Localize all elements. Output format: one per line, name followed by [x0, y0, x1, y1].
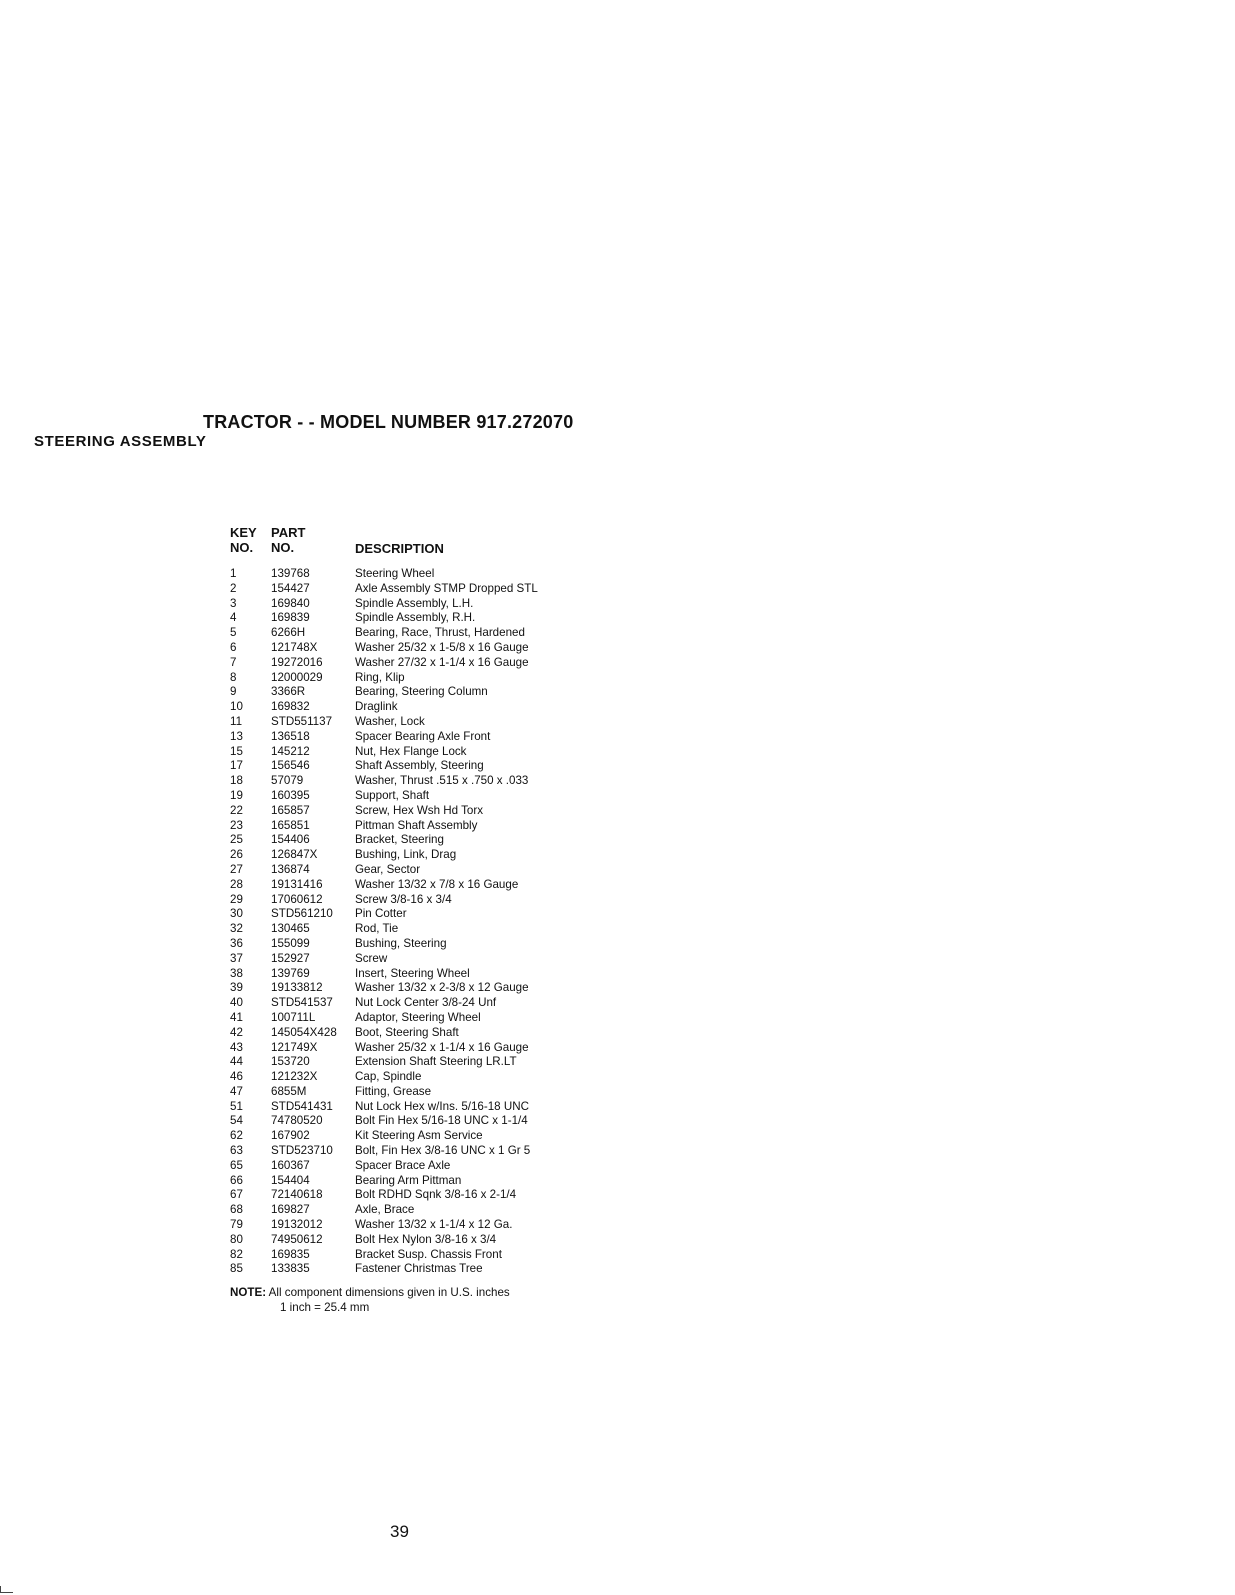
description-cell: Bushing, Steering [355, 936, 447, 950]
part-number-cell: STD561210 [271, 907, 333, 921]
description-cell: Support, Shaft [355, 788, 430, 802]
part-number-cell: 169835 [271, 1247, 310, 1261]
part-number-cell: 145212 [271, 744, 310, 758]
description-cell: Washer 13/32 x 1-1/4 x 12 Ga. [355, 1218, 513, 1232]
part-number-cell: 57079 [271, 774, 304, 788]
part-number-cell: 139768 [271, 567, 310, 580]
key-cell: 13 [230, 729, 243, 743]
description-cell: Washer 13/32 x 2-3/8 x 12 Gauge [355, 981, 529, 995]
description-cell: Bolt, Fin Hex 3/8-16 UNC x 1 Gr 5 [355, 1144, 531, 1158]
key-cell: 22 [230, 803, 243, 817]
note-text: All component dimensions given in U.S. inches [268, 1286, 510, 1299]
part-number-cell: 167902 [271, 1129, 310, 1143]
description-cell: Cap, Spindle [355, 1070, 422, 1084]
description-cell: Axle, Brace [355, 1203, 415, 1217]
part-number-cell: 19131416 [271, 877, 323, 891]
key-cell: 82 [230, 1247, 243, 1261]
description-cell: Rod, Tie [355, 922, 399, 936]
key-cell: 29 [230, 892, 243, 906]
description-cell: Spacer Brace Axle [355, 1158, 451, 1172]
key-cell: 51 [230, 1099, 243, 1113]
part-number-cell: 153720 [271, 1055, 310, 1069]
description-cell: Bearing Arm Pittman [355, 1173, 462, 1187]
key-cell: 2 [230, 581, 237, 595]
part-number-cell: 160395 [271, 788, 310, 802]
description-cell: Gear, Sector [355, 862, 421, 876]
key-cell: 54 [230, 1114, 243, 1128]
part-number-cell: 169840 [271, 596, 310, 610]
description-cell: Axle Assembly STMP Dropped STL [355, 581, 538, 595]
part-number-cell: 121748X [271, 640, 318, 654]
description-cell: Washer 13/32 x 7/8 x 16 Gauge [355, 877, 519, 891]
part-number-cell: 6266H [271, 626, 306, 640]
key-cell: 25 [230, 833, 243, 847]
part-number-cell: 156546 [271, 759, 310, 773]
part-number-cell: 74950612 [271, 1232, 323, 1246]
key-cell: 17 [230, 759, 243, 773]
key-cell: 42 [230, 1025, 243, 1039]
key-cell: 8 [230, 670, 237, 684]
part-number-cell: 133835 [271, 1262, 310, 1276]
part-number-cell: 160367 [271, 1158, 310, 1172]
part-number-cell: 169839 [271, 611, 310, 625]
key-cell: 32 [230, 922, 243, 936]
key-cell: 23 [230, 818, 243, 832]
description-cell: Spindle Assembly, R.H. [355, 611, 476, 625]
key-cell: 11 [230, 714, 243, 728]
key-cell: 66 [230, 1173, 243, 1187]
part-header-bottom: NO. [271, 540, 295, 555]
part-number-cell: 12000029 [271, 670, 323, 684]
key-cell: 67 [230, 1188, 243, 1202]
description-cell: Nut, Hex Flange Lock [355, 744, 467, 758]
part-number-cell: 155099 [271, 936, 310, 950]
key-cell: 62 [230, 1129, 243, 1143]
key-cell: 47 [230, 1084, 243, 1098]
description-cell: Insert, Steering Wheel [355, 966, 470, 980]
description-cell: Bearing, Steering Column [355, 685, 488, 699]
key-cell: 19 [230, 788, 243, 802]
key-cell: 39 [230, 981, 243, 995]
part-number-cell: 169827 [271, 1203, 310, 1217]
part-number-cell: 19272016 [271, 655, 323, 669]
part-number-cell: 100711L [271, 1010, 316, 1024]
key-cell: 65 [230, 1158, 243, 1172]
key-cell: 37 [230, 951, 243, 965]
description-cell: Screw 3/8-16 x 3/4 [355, 892, 452, 906]
description-cell: Spacer Bearing Axle Front [355, 729, 491, 743]
description-cell: Fitting, Grease [355, 1084, 432, 1098]
part-number-cell: 17060612 [271, 892, 323, 906]
part-number-cell: 72140618 [271, 1188, 323, 1202]
description-cell: Extension Shaft Steering LR.LT [355, 1055, 517, 1069]
part-number-cell: 136518 [271, 729, 310, 743]
key-header-bottom: NO. [230, 540, 254, 555]
description-cell: Screw, Hex Wsh Hd Torx [355, 803, 483, 817]
key-cell: 36 [230, 936, 243, 950]
page-number: 39 [390, 1522, 409, 1541]
note [230, 1286, 510, 1301]
key-cell: 80 [230, 1232, 243, 1246]
description-cell: Draglink [355, 700, 398, 714]
description-cell: Bushing, Link, Drag [355, 848, 457, 862]
description-cell: Pittman Shaft Assembly [355, 818, 478, 832]
key-cell: 10 [230, 700, 243, 714]
part-number-cell: 6855M [271, 1084, 307, 1098]
description-cell: Adaptor, Steering Wheel [355, 1010, 481, 1024]
note-conversion: 1 inch = 25.4 mm [280, 1301, 370, 1314]
part-number-cell: 19132012 [271, 1218, 323, 1232]
part-number-cell: 169832 [271, 700, 310, 714]
description-cell: Washer, Lock [355, 714, 425, 728]
key-cell: 1 [230, 567, 237, 580]
key-cell: 15 [230, 744, 243, 758]
description-cell: Screw [355, 951, 388, 965]
key-cell: 44 [230, 1055, 243, 1069]
part-number-cell: 154406 [271, 833, 310, 847]
part-number-cell: 154404 [271, 1173, 310, 1187]
part-number-cell: 3366R [271, 685, 306, 699]
description-cell: Bracket Susp. Chassis Front [355, 1247, 502, 1261]
part-number-cell: 19133812 [271, 981, 323, 995]
key-cell: 5 [230, 626, 237, 640]
description-cell: Washer, Thrust .515 x .750 x .033 [355, 774, 529, 788]
part-number-cell: 165857 [271, 803, 310, 817]
key-cell: 28 [230, 877, 243, 891]
key-cell: 79 [230, 1218, 243, 1232]
key-header-top: KEY [230, 525, 257, 540]
description-cell: Washer 25/32 x 1-1/4 x 16 Gauge [355, 1040, 529, 1054]
part-number-cell: 139769 [271, 966, 310, 980]
description-cell: Fastener Christmas Tree [355, 1262, 483, 1276]
key-cell: 3 [230, 596, 237, 610]
page-title: TRACTOR - - MODEL NUMBER 917.272070 [203, 412, 574, 432]
part-number-cell: 121749X [271, 1040, 318, 1054]
key-cell: 30 [230, 907, 243, 921]
description-header: DESCRIPTION [355, 541, 444, 556]
key-cell: 27 [230, 862, 243, 876]
description-cell: Kit Steering Asm Service [355, 1129, 483, 1143]
description-cell: Washer 25/32 x 1-5/8 x 16 Gauge [355, 640, 529, 654]
part-number-cell: 165851 [271, 818, 310, 832]
part-number-cell: STD541431 [271, 1099, 333, 1113]
part-number-cell: 136874 [271, 862, 310, 876]
description-cell: Bearing, Race, Thrust, Hardened [355, 626, 525, 640]
key-cell: 41 [230, 1010, 243, 1024]
description-cell: Boot, Steering Shaft [355, 1025, 459, 1039]
section-heading: STEERING ASSEMBLY [34, 433, 207, 450]
part-number-cell: STD551137 [271, 714, 333, 728]
description-cell: Bolt Fin Hex 5/16-18 UNC x 1-1/4 [355, 1114, 528, 1128]
key-cell: 63 [230, 1144, 243, 1158]
description-cell: Ring, Klip [355, 670, 405, 684]
description-cell: Shaft Assembly, Steering [355, 759, 484, 773]
scan-corner-mark [0, 1586, 13, 1593]
part-number-cell: 126847X [271, 848, 318, 862]
description-cell: Nut Lock Center 3/8-24 Unf [355, 996, 497, 1010]
key-cell: 40 [230, 996, 243, 1010]
key-cell: 7 [230, 655, 237, 669]
description-cell: Steering Wheel [355, 567, 435, 580]
part-number-cell: 121232X [271, 1070, 318, 1084]
key-cell: 18 [230, 774, 243, 788]
description-cell: Nut Lock Hex w/Ins. 5/16-18 UNC [355, 1099, 529, 1113]
part-number-cell: 74780520 [271, 1114, 323, 1128]
key-cell: 6 [230, 640, 237, 654]
description-cell: Pin Cotter [355, 907, 407, 921]
note-label: NOTE: [230, 1286, 267, 1299]
part-number-cell: 152927 [271, 951, 310, 965]
key-cell: 4 [230, 611, 237, 625]
part-number-cell: 154427 [271, 581, 310, 595]
key-cell: 43 [230, 1040, 243, 1054]
part-number-cell: STD541537 [271, 996, 333, 1010]
description-cell: Bracket, Steering [355, 833, 444, 847]
key-cell: 38 [230, 966, 243, 980]
part-header-top: PART [271, 525, 306, 540]
part-number-cell: 130465 [271, 922, 310, 936]
description-cell: Bolt RDHD Sqnk 3/8-16 x 2-1/4 [355, 1188, 517, 1202]
description-cell: Bolt Hex Nylon 3/8-16 x 3/4 [355, 1232, 497, 1246]
key-cell: 85 [230, 1262, 243, 1276]
description-cell: Washer 27/32 x 1-1/4 x 16 Gauge [355, 655, 529, 669]
part-number-cell: STD523710 [271, 1144, 333, 1158]
key-cell: 9 [230, 685, 237, 699]
key-cell: 26 [230, 848, 243, 862]
part-number-cell: 145054X428 [271, 1025, 337, 1039]
description-cell: Spindle Assembly, L.H. [355, 596, 474, 610]
key-cell: 46 [230, 1070, 243, 1084]
key-cell: 68 [230, 1203, 243, 1217]
